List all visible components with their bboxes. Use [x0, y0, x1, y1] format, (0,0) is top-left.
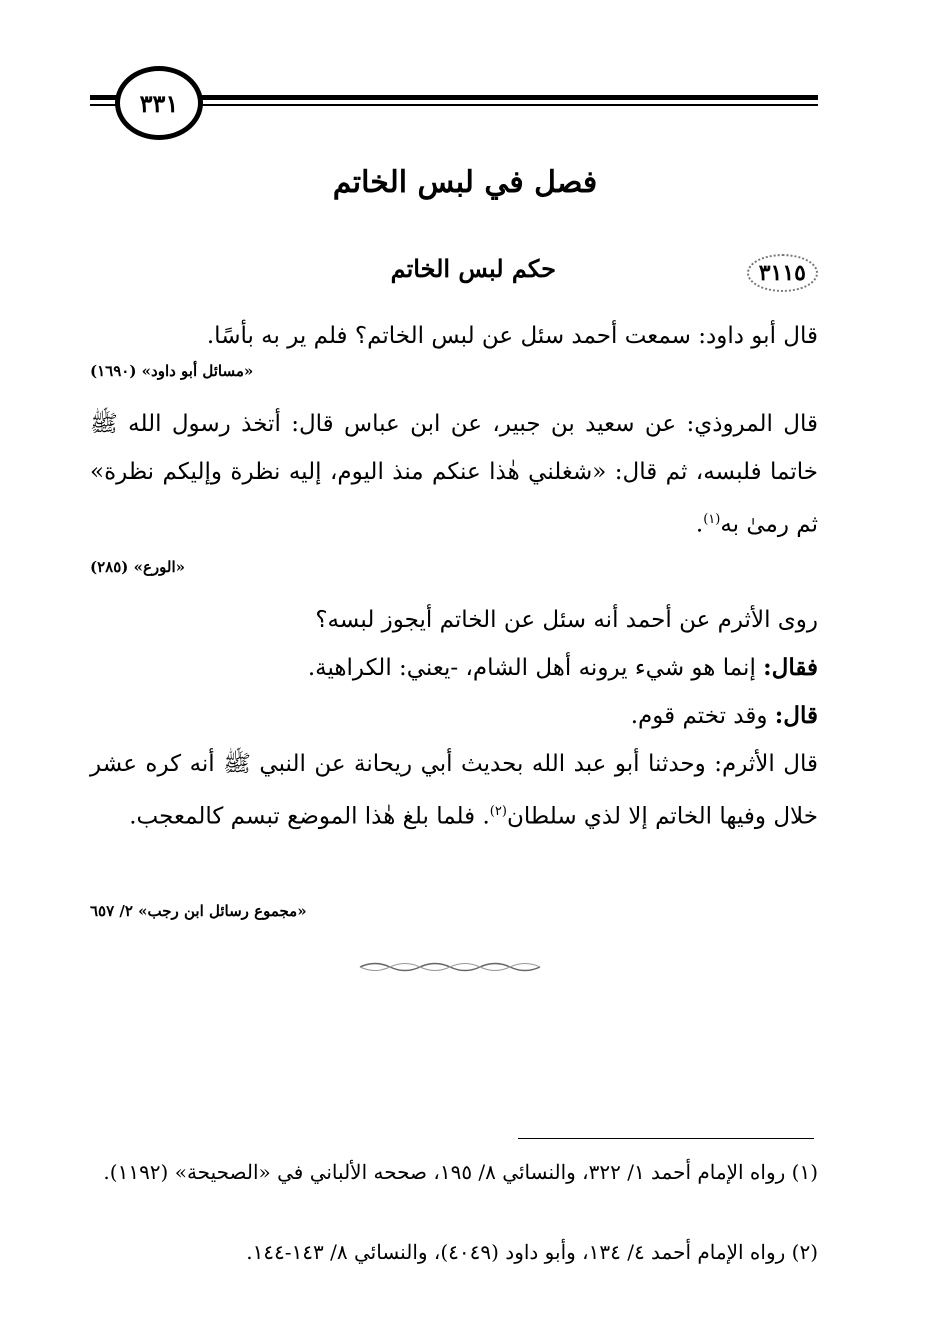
footnote-marker: (٢): [791, 1240, 818, 1264]
paragraph-6: [90, 740, 818, 841]
paragraph-text: وقد تختم قوم.: [630, 703, 768, 729]
paragraph-1: [90, 312, 818, 360]
footnote-separator: [518, 1138, 814, 1139]
chapter-title: فصل في لبس الخاتم: [332, 165, 598, 200]
header-rule-right: [200, 95, 818, 100]
header-rule-right-thin: [200, 104, 818, 106]
entry-title: حكم لبس الخاتم: [390, 254, 556, 283]
footnote-marker-2: (٢): [489, 804, 507, 819]
paragraph-4: [90, 644, 818, 692]
footnote-2: [90, 1232, 818, 1272]
paragraph-text: إنما هو شيء يرونه أهل الشام، -يعني: الكراهية.: [307, 655, 756, 681]
footnote-1: [90, 1152, 818, 1192]
paragraph-2: قال المروذي: عن سعيد بن جبير، عن ابن عباس قال: أتخذ رسول الله ﷺ خاتما فلبسه، ثم قال: «شغلني هٰذا عنكم منذ اليوم، إليه نظرة وإليكم نظرة» ثم رمىٰ به$^{(١)}$.: [90, 411, 818, 538]
entry-number: ٣١١٥: [747, 254, 818, 292]
footnote-text: رواه الإمام أحمد ١/ ٣٢٢، والنسائي ٨/ ١٩٥، صححه الألباني في «الصحيحة» (١١٩٢).: [103, 1160, 786, 1184]
paragraph-text: قال أبو داود: سمعت أحمد سئل عن لبس الخاتم؟ فلم ير به بأسًا.: [206, 323, 818, 349]
ornament-divider: [355, 960, 545, 976]
source-citation-2: «الورع» (٢٨٥): [90, 558, 186, 576]
paragraph-text-continued: . فلما بلغ هٰذا الموضع تبسم كالمعجب.: [129, 803, 490, 830]
footnote-text: رواه الإمام أحمد ٤/ ١٣٤، وأبو داود (٤٠٤٩)، والنسائي ٨/ ١٤٣-١٤٤.: [246, 1240, 786, 1264]
source-citation-1: «مسائل أبو داود» (١٦٩٠): [90, 362, 254, 380]
paragraph-text: قال المروذي: عن سعيد بن جبير، عن ابن عباس قال: أتخذ رسول الله ﷺ خاتما فلبسه، ثم قال: «شغلني هٰذا عنكم منذ اليوم، إليه نظرة وإليكم نظرة» ثم رمىٰ به: [90, 411, 818, 538]
paragraph-5: [90, 692, 818, 740]
paragraph-text: روى الأثرم عن أحمد أنه سئل عن الخاتم أيجوز لبسه؟: [315, 607, 818, 633]
paragraph-lead: قال:: [774, 702, 818, 729]
source-citation-3: «مجموع رسائل ابن رجب» ٢/ ٦٥٧: [90, 902, 307, 920]
paragraph-3: [90, 596, 818, 644]
ornament-icon: [355, 960, 545, 974]
footnote-marker: (١): [791, 1160, 818, 1184]
page-number: ٣٣١: [115, 66, 203, 140]
paragraph-text: قال الأثرم: وحدثنا أبو عبد الله بحديث أبي ريحانة عن النبي ﷺ أنه كره عشر خلال وفيها الخاتم إلا لذي سلطان: [90, 751, 818, 830]
footnote-marker-1: (١): [703, 512, 721, 527]
paragraph-lead: فقال:: [763, 654, 818, 681]
